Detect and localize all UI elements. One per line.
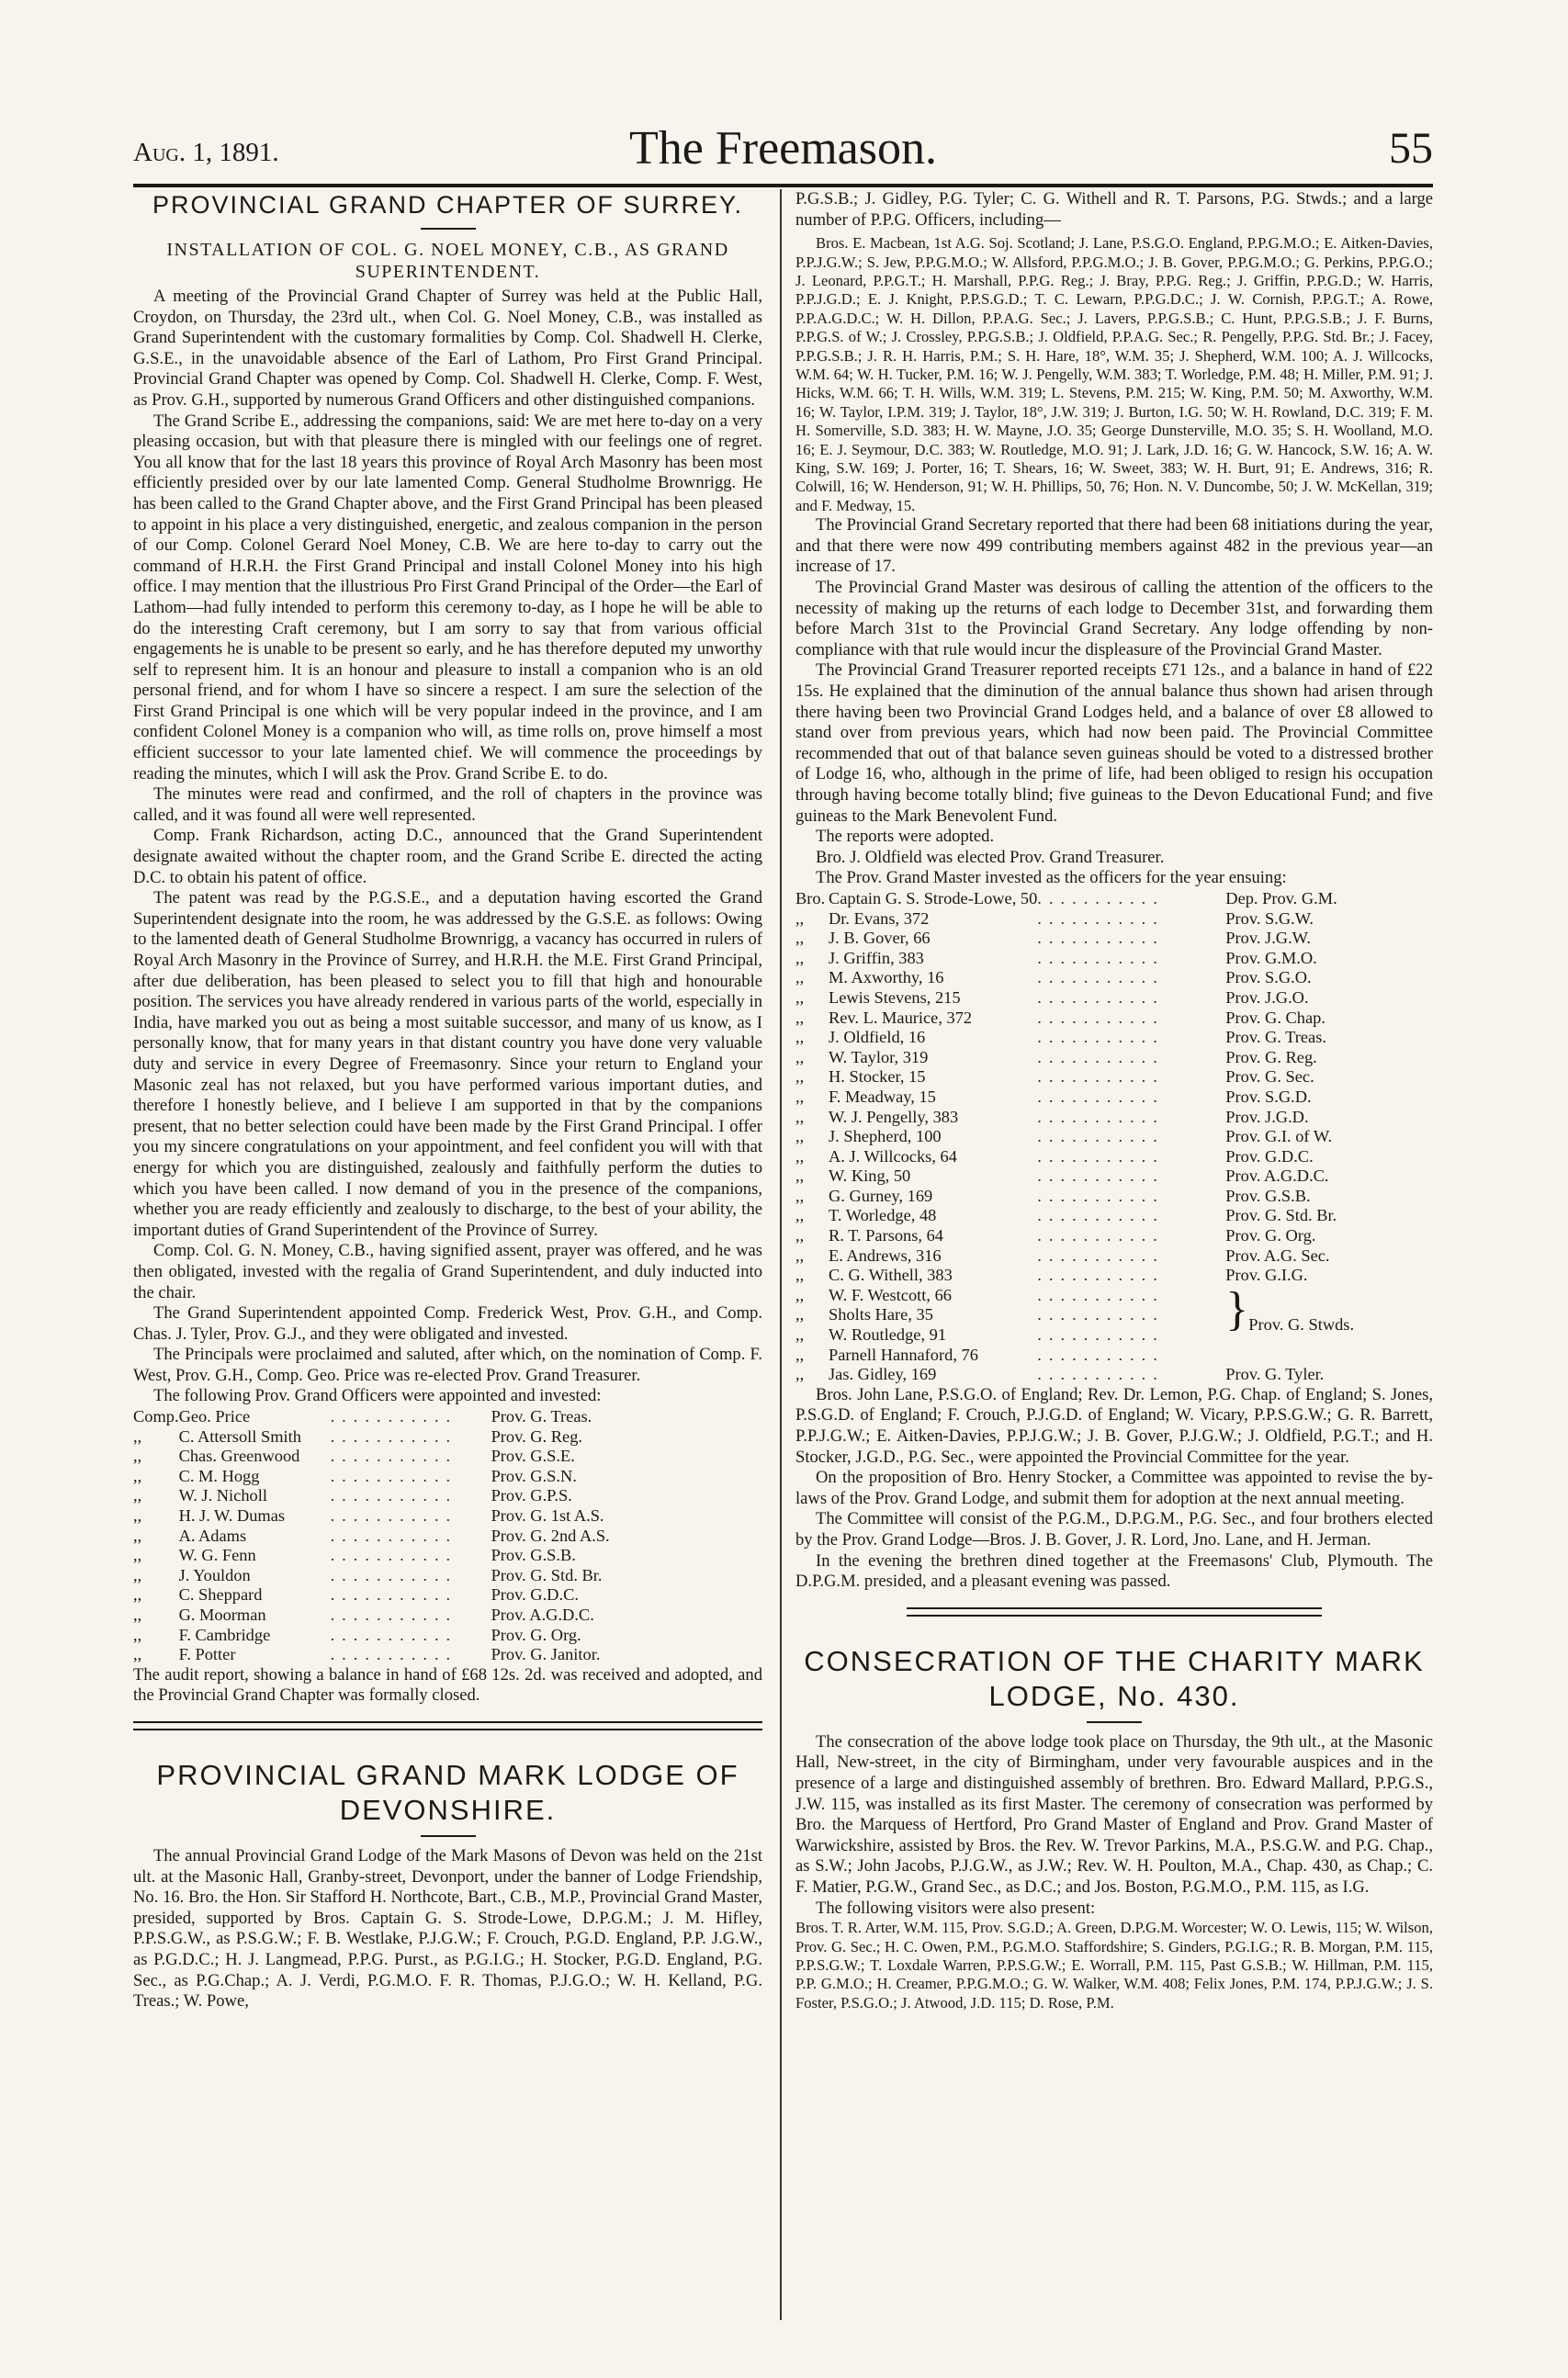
officer-row: ,, G. Moorman ........... Prov. A.G.D.C. [133,1606,594,1624]
devon-paragraph: Bros. John Lane, P.S.G.O. of England; Rev. Dr. Lemon, P.G. Chap. of England; S. Jones, P.S.G.D. of England; F. Crouch, P.J.G.D. of England; W. Vicary, P.P.S.G.W.; G. R. Barrett, P.P.J.G.W.; E. Aitken-Davies, P.P.J.G.W.; J. B. Gover, P.J.G.W.; J. Oldfield, P.G.T.; and H. Stocker, J.G.D., P.G. Sec., were appointed the Provincial Committee for the year. [795,1384,1433,1467]
officer-row: ,, H. J. W. Dumas ........... Prov. G. 1st A.S. [133,1506,604,1526]
officer-row: ,, A. J. Willcocks, 64 ........... Prov. G.D.C. [795,1146,1314,1166]
charity-heading: CONSECRATION OF THE CHARITY MARK LODGE, No. 430. [804,1644,1425,1712]
officer-row: ,, W. G. Fenn ........... Prov. G.S.B. [133,1546,576,1565]
officer-row: ,, W. Taylor, 319 ........... Prov. G. Reg. [795,1047,1317,1066]
section-rule [133,1721,762,1730]
steward-row: ,, W. F. Westcott, 66 ........... } Prov. G. Stwds. [795,1286,1433,1306]
devon-paragraph: Bro. J. Oldfield was elected Prov. Grand Treasurer. [816,847,1165,867]
header-rule [133,184,1433,187]
officer-row: ,, Lewis Stevens, 215 ........... Prov. J.G.O. [795,987,1309,1007]
steward-row: ,, W. Routledge, 91 ........... [795,1325,1165,1345]
officer-row: ,, C. M. Hogg ........... Prov. G.S.N. [133,1466,577,1485]
devon-paragraph: The Provincial Grand Secretary reported that there had been 68 initiations during the year, and that there were now 499 contributing members against 482 in the previous year—an increase of 17. [795,515,1433,577]
charity-paragraph: The following visitors were also present: [816,1898,1096,1918]
column-divider [780,189,782,2320]
devon-paragraph: The Provincial Grand Treasurer reported receipts £71 12s., and a balance in hand of £22 15s. He explained that the diminution of the annual balance thus shown had arisen through there having been two Provincial Grand Lodges held, and a balance of over £8 allowed to stand over from previous years, which had now been paid. The Provincial Committee recommended that out of that balance seven guineas should be voted to a distressed brother of Lodge 16, who, although in the prime of life, had been obliged to resign his occupation through having become totally blind; five guineas to the Devon Educational Fund; and five guineas to the Mark Benevolent Fund. [795,660,1433,826]
officer-row: ,, Chas. Greenwood ........... Prov. G.S.E. [133,1447,575,1466]
surrey-paragraph: The patent was read by the P.G.S.E., and a deputation having escorted the Grand Superintendent designate into the room, he was addressed by the G.S.E. as follows: Owing to the lamented death of General Studholme Brownrigg, a vacancy has occurred in rulers of Royal Arch Masonry in the Province of Surrey, and H.R.H. the M.E. First Grand Principal, after due deliberation, has been pleased to select you to fill that high and honourable position. The services you have already rendered in various parts of the world, especially in India, have marked you out as being a most suitable successor, and many of us know, as I personally know, that for many years in that distant country you have done very valuable duty and service in every Degree of Freemasonry. Since your return to England your Masonic zeal has not relaxed, but you have performed various important duties, and therefore I honestly believe, and I believe I am supported in that by the companions present, that no better selection could have been made by the First Grand Principal. I offer you my sincere congratulations on your appointment, and feel confident you will with that energy for which you are distinguished, zealously and faithfully perform the duties to which you have been called. I now demand of you in the presence of the companions, whether you are ready efficiently and zealously to discharge, to the best of your ability, the important duties of Grand Superintendent of the Province of Surrey. [133,888,762,1240]
officer-row: ,, C. Attersoll Smith ........... Prov. G. Reg. [133,1426,583,1446]
officer-row: ,, A. Adams ........... Prov. G. 2nd A.S. [133,1526,610,1545]
page-number: 55 [1389,124,1433,173]
devon-heading: PROVINCIAL GRAND MARK LODGE OF DEVONSHIRE. [156,1758,739,1826]
steward-row: ,, Parnell Hannaford, 76 ........... [795,1345,1165,1364]
publication-title: The Freemason. [628,122,937,175]
officer-row: ,, J. B. Gover, 66 ........... Prov. J.G.W. [795,929,1311,948]
surrey-article [133,189,762,1707]
officer-row: ,, F. Meadway, 15 ........... Prov. S.G.D. [795,1087,1312,1106]
surrey-paragraph: The Principals were proclaimed and saluted, after which, on the nomination of Comp. F. West, Prov. G.H., Comp. Geo. Price was re-elected Prov. Grand Treasurer. [133,1345,762,1385]
devon-paragraph: The annual Provincial Grand Lodge of the Mark Masons of Devon was held on the 21st ult. at the Masonic Hall, Granby-street, Devonport, under the banner of Lodge Friendship, No. 16. Bro. the Hon. Sir Stafford H. Northcote, Bart., C.B., M.P., Provincial Grand Master, presided, supported by Bros. Captain G. S. Strode-Lowe, D.P.G.M.; J. M. Hifley, P.P.S.G.W., as P.S.G.W.; F. B. Westlake, P.J.G.W.; F. Crouch, P.G.D. England, P.P. J.G.W., as P.G.D.C.; H. J. Langmead, P.P.G. Purst., as P.G.I.G.; H. Stocker, P.G.D. England, P.G. Sec., as P.G.Chap.; A. J. Verdi, P.G.M.O. F. R. Thomas, P.J.G.O.; W. H. Kelland, P.G. Treas.; W. Powe, [133,1845,762,2012]
officer-row: Bro. Captain G. S. Strode-Lowe, 50 ........... Dep. Prov. G.M. [795,888,1337,907]
right-column [795,189,1433,2012]
surrey-paragraph: The Grand Superintendent appointed Comp. Frederick West, Prov. G.H., and Comp. Chas. J. Tyler, Prov. G.J., and they were obligated and invested. [133,1303,762,1344]
heading-rule [421,1835,476,1837]
officer-row: ,, C. G. Withell, 383 ........... Prov. G.I.G. [795,1266,1308,1285]
charity-visitors: Bros. T. R. Arter, W.M. 115, Prov. S.G.D.; A. Green, D.P.G.M. Worcester; W. O. Lewis, 115; W. Wilson, Prov. G. Sec.; H. C. Owen, P.M., P.G.M.O. Staffordshire; S. Ginders, P.G.I.G.; R. B. Morgan, P.M. 115, P.P.S.G.W.; T. Loxdale Warren, P.P.S.G.W.; E. Worrall, P.M. 115, Past G.S.B.; W. Hillman, P.M. 115, P.P. G.M.O.; H. Creamer, P.P.G.M.O.; G. W. Walker, W.M. 408; Felix Jones, P.M. 174, P.P.J.G.W.; J. S. Foster, P.S.G.O.; J. Atwood, J.D. 115; D. Rose, P.M. [795,1919,1433,2012]
officer-row: ,, J. Youldon ........... Prov. G. Std. Br. [133,1565,603,1584]
devon-past-officers: Bros. E. Macbean, 1st A.G. Soj. Scotland; J. Lane, P.S.G.O. England, P.P.G.M.O.; E. Aitken-Davies, P.P.J.G.W.; S. Jew, P.P.G.M.O.; W. Allsford, P.P.G.M.O.; J. B. Gover, P.P.G.M.O.; G. Perkins, P.P.G.O.; J. Leonard, P.P.G.T.; H. Marshall, P.P.G. Reg.; J. Bray, P.P.G. Reg.; J. Griffin, P.P.G.D.; W. Harris, P.P.J.G.D.; E. J. Knight, P.P.S.G.D.; T. C. Lewarn, P.P.G.D.C.; J. W. Cornish, P.P.G.T.; A. Rowe, P.P.A.G.D.C.; W. H. Dillon, P.P.A.G. Sec.; J. Lavers, P.P.G.S.B.; C. Hunt, P.P.G.S.B.; J. F. Burns, P.P.G.S. of W.; J. Crossley, P.P.G.S.B.; J. Oldfield, P.P.A.G. Sec.; R. Pengelly, P.P.G. Std. Br.; J. Facey, P.P.G.S.B.; J. R. H. Harris, P.M.; S. H. Hare, 18°, W.M. 35; J. Shepherd, W.M. 100; A. J. Willcocks, W.M. 64; W. H. Tucker, P.M. 16; W. J. Pengelly, W.M. 383; T. Worledge, P.M. 48; H. Miller, P.M. 91; J. Hicks, W.M. 66; T. H. Wills, W.M. 319; L. Stevens, P.M. 215; W. King, P.M. 50; M. Axworthy, W.M. 16; W. Taylor, I.P.M. 319; J. Taylor, 18°, J.W. 319; J. Burton, I.G. 50; W. H. Rowland, D.C. 319; F. M. H. Somerville, S.D. 383; H. W. Mayne, J.O. 35; George Dunsterville, M.O. 35; S. H. Woolland, M.O. 16; E. J. Seymour, D.C. 383; W. Routledge, M.O. 91; J. Lark, J.D. 16; G. W. Hancock, S.W. 16; A. W. King, S.W. 169; J. Porter, 16; T. Shears, 16; W. Sweet, 383; W. H. Burt, 91; E. Andrews, 316; R. Colwill, 16; W. Henderson, 91; W. H. Phillips, 50, 76; Hon. N. V. Duncombe, 50; J. W. McKellan, 319; and F. Medway, 15. [795,234,1433,514]
officer-row: ,, F. Cambridge ........... Prov. G. Org. [133,1625,581,1644]
officer-row: ,, C. Sheppard ........... Prov. G.D.C. [133,1585,579,1605]
section-rule [907,1607,1321,1617]
surrey-paragraph: The minutes were read and confirmed, and the roll of chapters in the province was called, and it was found all were well represented. [133,784,762,825]
steward-row: ,, Sholts Hare, 35 ........... [795,1305,1165,1324]
officer-row: ,, F. Potter ........... Prov. G. Janitor. [133,1645,601,1664]
heading-rule [421,228,476,230]
devon-paragraph: The Prov. Grand Master invested as the officers for the year ensuing: [816,868,1287,888]
officer-row: ,, Rev. L. Maurice, 372 ........... Prov. G. Chap. [795,1008,1325,1027]
officer-row: ,, Jas. Gidley, 169 ........... Prov. G. Tyler. [795,1365,1325,1384]
stewards-office: Prov. G. Stwds. [1248,1315,1355,1335]
officer-row: ,, W. J. Nicholl ........... Prov. G.P.S. [133,1486,572,1505]
surrey-officers-table [133,1407,762,1665]
devon-continuation: P.G.S.B.; J. Gidley, P.G. Tyler; C. G. Withell and R. T. Parsons, P.G. Stwds.; and a large number of P.P.G. Officers, including— [795,189,1433,230]
officer-row: ,, M. Axworthy, 16 ........... Prov. S.G.O. [795,968,1312,987]
officer-row: ,, J. Griffin, 383 ........... Prov. G.M.O. [795,948,1317,967]
devon-paragraph: The reports were adopted. [816,827,995,847]
left-column [133,189,762,2012]
officer-row: ,, H. Stocker, 15 ........... Prov. G. Sec. [795,1067,1314,1087]
surrey-subheading: INSTALLATION OF COL. G. NOEL MONEY, C.B., AS GRAND SUPERINTENDENT. [166,240,729,282]
heading-rule [1087,1721,1142,1723]
officer-row: ,, R. T. Parsons, 64 ........... Prov. G. Org. [795,1226,1316,1245]
surrey-closing: The audit report, showing a balance in hand of £68 12s. 2d. was received and adopted, and the Provincial Grand Chapter was formally closed. [133,1664,762,1706]
surrey-paragraph: A meeting of the Provincial Grand Chapter of Surrey was held at the Public Hall, Croydon, on Thursday, the 23rd ult., when Col. G. Noel Money, C.B., was installed as Grand Superintendent with the customary formalities by Comp. Col. Shadwell H. Clerke, G.S.E., in the unavoidable absence of the Earl of Lathom, Pro First Grand Principal. Provincial Grand Chapter was opened by Comp. Col. Shadwell H. Clerke, Comp. F. West, as Prov. G.H., supported by numerous Grand Officers and other distinguished companions. [133,287,762,410]
devon-paragraph: In the evening the brethren dined together at the Freemasons' Club, Plymouth. The D.P.G.M. presided, and a pleasant evening was passed. [795,1550,1433,1592]
charity-article [795,1644,1433,2012]
officer-row: ,, J. Oldfield, 16 ........... Prov. G. Treas. [795,1028,1326,1047]
officer-row: ,, G. Gurney, 169 ........... Prov. G.S.B. [795,1186,1311,1205]
devon-paragraph: The Provincial Grand Master was desirous of calling the attention of the officers to the necessity of making up the returns of each lodge to December 31st, and forwarding them before March 31st to the Provincial Grand Secretary. Any lodge offending by non-compliance with that rule would incur the displeasure of the Provincial Grand Master. [795,578,1433,659]
devon-paragraph: On the proposition of Bro. Henry Stocker, a Committee was appointed to revise the by-laws of the Prov. Grand Lodge, and submit them for adoption at the next annual meeting. [795,1468,1433,1508]
devon-paragraph: The Committee will consist of the P.G.M., D.P.G.M., P.G. Sec., and four brothers elected by the Prov. Grand Lodge—Bros. J. B. Gover, J. R. Lord, Jno. Lane, and H. Jerman. [795,1509,1433,1550]
masthead [133,118,1433,182]
officer-row: ,, W. King, 50 ........... Prov. A.G.D.C. [795,1166,1329,1186]
officer-row: ,, W. J. Pengelly, 383 ........... Prov. J.G.D. [795,1107,1309,1126]
surrey-paragraph: Comp. Col. G. N. Money, C.B., having signified assent, prayer was offered, and he was then obligated, invested with the regalia of Grand Superintendent, and duly inducted into the chair. [133,1241,762,1302]
surrey-paragraph: The Grand Scribe E., addressing the companions, said: We are met here to-day on a very pleasing occasion, but with that pleasure there is mingled with our feelings one of regret. You all know that for the last 18 years this province of Royal Arch Masonry has been most efficiently presided over by our late lamented Comp. General Studholme Brownrigg. He has been called to the Grand Chapter above, and the First Grand Principal has been pleased to appoint in his place a very distinguished, energetic, and zealous companion in the person of our Comp. Colonel Gerard Noel Money, C.B. We are here to-day to carry out the command of H.R.H. the First Grand Principal and install Colonel Money into his high office. I may mention that the illustrious Pro First Grand Principal of the Order—the Earl of Lathom—had fully intended to perform this ceremony to-day, as I hope he will be able to do the interesting Craft ceremony, but I am sorry to say that from various official engagements he is unable to be present so early, and he has therefore deputed my unworthy self to represent him. It is an honour and pleasure to install a companion who is an old personal friend, and for whom I have so sincere a respect. I am sure the selection of the First Grand Principal is one which will be very popular indeed in the province, and I am confident Colonel Money is a companion who will, as time rolls on, prove himself a most efficient successor to your late lamented chief. We will commence the proceedings by reading the minutes, which I will ask the Prov. Grand Scribe E. to do. [133,411,762,783]
issue-date: Aug. 1, 1891. [133,138,279,167]
surrey-paragraph: The following Prov. Grand Officers were appointed and invested: [153,1386,602,1406]
officer-row: ,, Dr. Evans, 372 ........... Prov. S.G.W. [795,908,1314,928]
officer-row: ,, T. Worledge, 48 ........... Prov. G. Std. Br. [795,1206,1337,1225]
charity-paragraph: The consecration of the above lodge took place on Thursday, the 9th ult., at the Masonic Hall, New-street, in the city of Birmingham, under very favourable auspices and in the presence of a large and distinguished assembly of brethren. Bro. Edward Mallard, P.P.G.S., J.W. 115, was installed as its first Master. The ceremony of consecration was performed by Bro. the Marquess of Hertford, Pro Grand Master of England and Prov. Grand Master of Warwickshire, assisted by Bros. the Rev. W. Trevor Parkins, M.A., P.S.G.W. and P.G. Chap., as S.W.; John Jacobs, P.J.G.W., as J.W.; Rev. W. H. Poulton, M.A., Chap. 430, as Chap.; C. F. Matier, P.G.W., Grand Sec., as D.C.; and Jos. Boston, P.G.M.O., P.M. 115, as I.G. [795,1731,1433,1897]
officer-row: Comp. Geo. Price ........... Prov. G. Treas. [133,1407,592,1426]
devon-article [133,1758,762,2012]
officer-row: ,, E. Andrews, 316 ........... Prov. A.G. Sec. [795,1245,1330,1265]
surrey-paragraph: Comp. Frank Richardson, acting D.C., announced that the Grand Superintendent designate awaited without the chapter room, and the Grand Scribe E. directed the acting D.C. to obtain his patent of office. [133,826,762,887]
officer-row: ,, J. Shepherd, 100 ........... Prov. G.I. of W. [795,1127,1333,1146]
surrey-heading: PROVINCIAL GRAND CHAPTER OF SURREY. [152,191,744,219]
devon-officers-table [795,889,1433,1385]
brace-glyph: } [1225,1282,1249,1336]
